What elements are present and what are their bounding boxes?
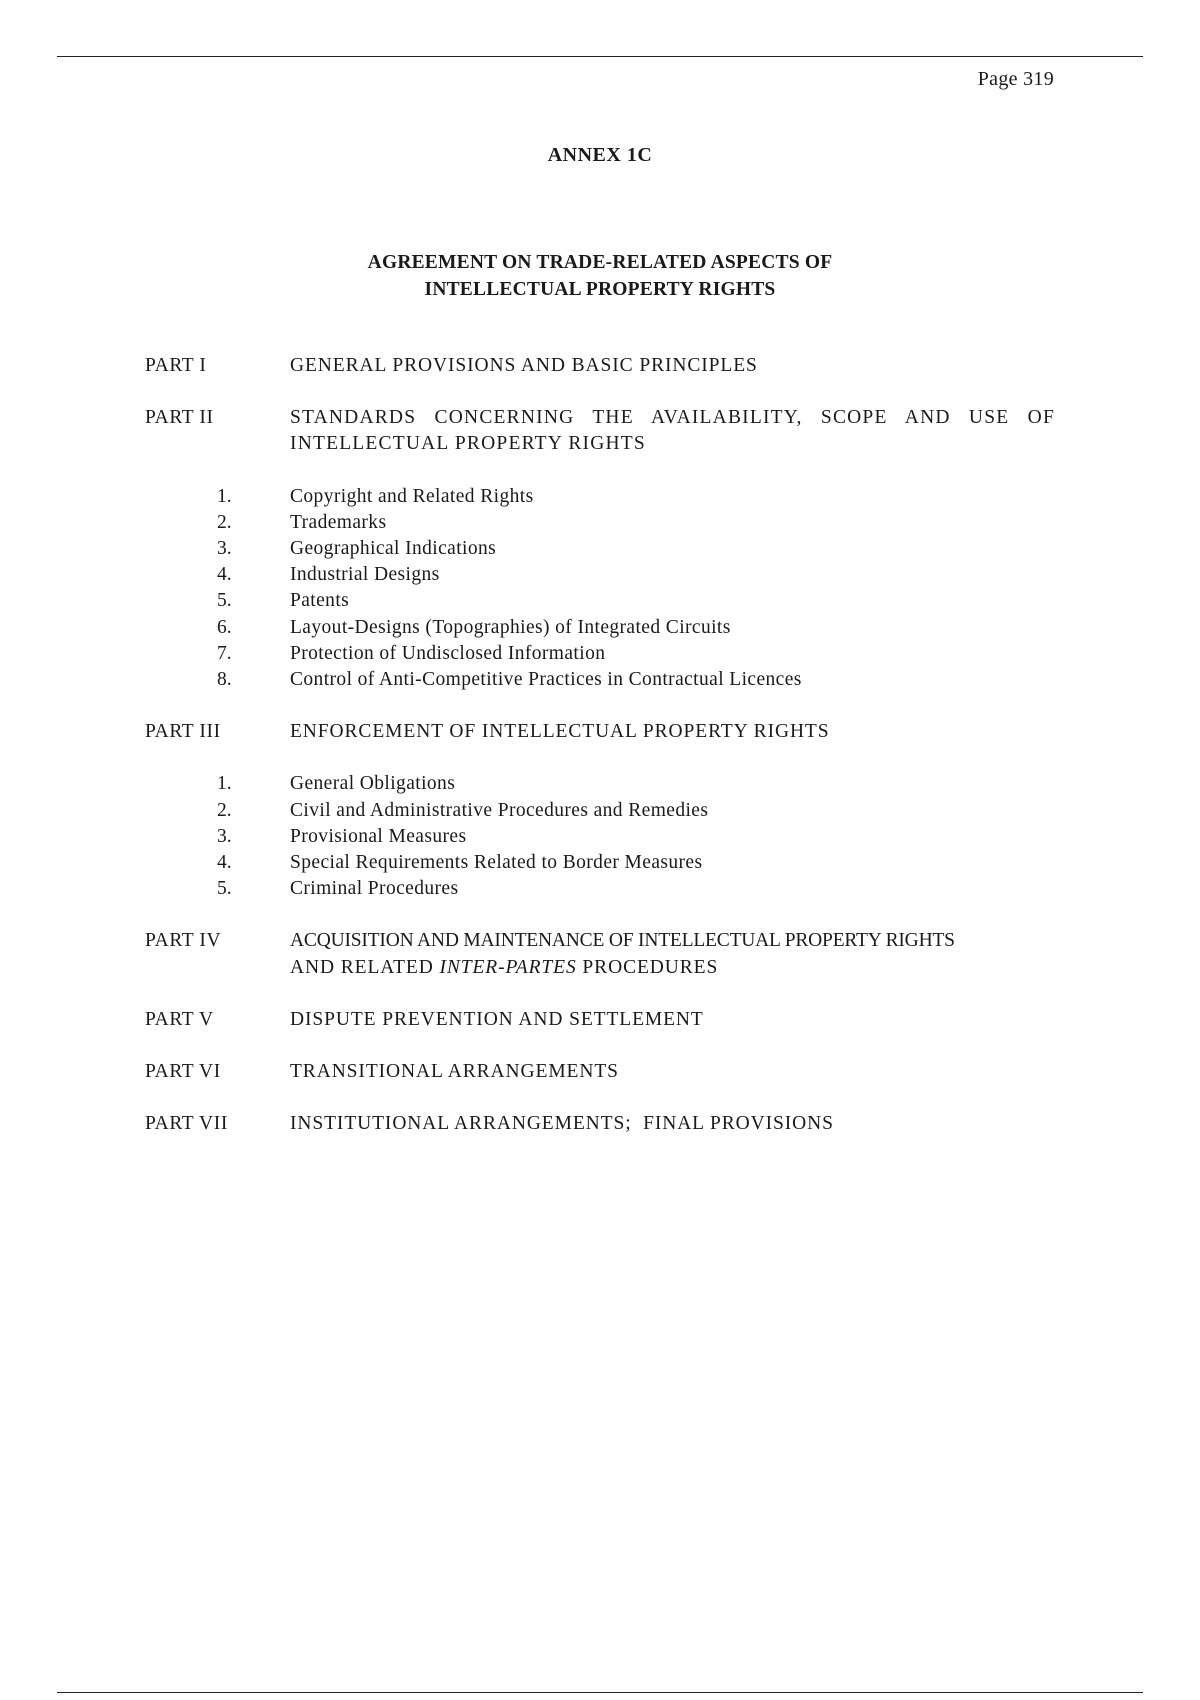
section-number: 7. xyxy=(217,642,232,664)
inter-partes-italic: INTER-PARTES xyxy=(439,956,577,978)
section-title: Patents xyxy=(290,590,350,612)
part-3 xyxy=(145,719,1055,745)
section-title: Trademarks xyxy=(290,511,387,533)
part-title-line-2-pre: AND RELATED xyxy=(290,956,440,978)
section-item xyxy=(145,615,1055,641)
section-item xyxy=(145,562,1055,588)
part-title: STANDARDS CONCERNING THE AVAILABILITY, SCOPE AND USE OF INTELLECTUAL PROPERTY RIGHTS xyxy=(290,407,1055,455)
section-number: 2. xyxy=(217,799,232,821)
part-title: DISPUTE PREVENTION AND SETTLEMENT xyxy=(290,1008,704,1030)
section-title: Special Requirements Related to Border Measures xyxy=(290,852,703,874)
section-title: Civil and Administrative Procedures and Remedies xyxy=(290,799,709,821)
section-number: 1. xyxy=(217,773,232,795)
part-title: INSTITUTIONAL ARRANGEMENTS; FINAL PROVISIONS xyxy=(290,1113,834,1135)
part-4 xyxy=(145,928,1055,980)
agreement-title-line-2: INTELLECTUAL PROPERTY RIGHTS xyxy=(424,279,776,300)
section-item xyxy=(145,798,1055,824)
part-2-sections xyxy=(145,484,1055,694)
agreement-title-line-1: AGREEMENT ON TRADE-RELATED ASPECTS OF xyxy=(367,252,833,273)
section-title: Copyright and Related Rights xyxy=(290,485,534,507)
part-7 xyxy=(145,1111,1055,1137)
section-title: General Obligations xyxy=(290,773,456,795)
section-title: Provisional Measures xyxy=(290,825,467,847)
agreement-title xyxy=(0,249,1200,303)
part-title: TRANSITIONAL ARRANGEMENTS xyxy=(290,1061,619,1083)
part-title: GENERAL PROVISIONS AND BASIC PRINCIPLES xyxy=(290,355,758,376)
part-label: PART IV xyxy=(145,930,222,952)
annex-heading: ANNEX 1C xyxy=(547,144,653,166)
section-item xyxy=(145,588,1055,614)
section-item xyxy=(145,641,1055,667)
part-title-line-2-post: PROCEDURES xyxy=(576,956,719,978)
part-title xyxy=(290,928,1055,980)
section-number: 1. xyxy=(217,485,232,507)
section-number: 3. xyxy=(217,538,232,560)
part-3-sections xyxy=(145,771,1055,902)
bottom-rule xyxy=(57,1692,1143,1693)
section-title: Geographical Indications xyxy=(290,538,497,560)
section-title: Protection of Undisclosed Information xyxy=(290,642,606,664)
section-item xyxy=(145,771,1055,797)
section-number: 4. xyxy=(217,564,232,586)
section-title: Criminal Procedures xyxy=(290,878,459,900)
part-label: PART I xyxy=(145,355,207,376)
section-item xyxy=(145,667,1055,693)
part-2 xyxy=(145,405,1055,457)
section-number: 2. xyxy=(217,511,232,533)
part-label: PART VI xyxy=(145,1061,221,1083)
part-label: PART III xyxy=(145,721,221,743)
section-number: 5. xyxy=(217,590,232,612)
section-title: Industrial Designs xyxy=(290,564,440,586)
part-title: ENFORCEMENT OF INTELLECTUAL PROPERTY RIGHTS xyxy=(290,721,830,743)
section-title: Layout-Designs (Topographies) of Integrated Circuits xyxy=(290,616,731,638)
section-title: Control of Anti-Competitive Practices in Contractual Licences xyxy=(290,669,802,691)
part-label: PART VII xyxy=(145,1113,228,1135)
page-number: Page 319 xyxy=(977,68,1054,90)
part-title-line-1: ACQUISITION AND MAINTENANCE OF INTELLECTUAL PROPERTY RIGHTS xyxy=(290,930,955,952)
section-number: 4. xyxy=(217,852,232,874)
part-title-line-2 xyxy=(290,955,1055,981)
section-item xyxy=(145,536,1055,562)
section-number: 5. xyxy=(217,878,232,900)
section-item xyxy=(145,850,1055,876)
section-number: 6. xyxy=(217,616,232,638)
part-label: PART V xyxy=(145,1008,214,1030)
section-number: 8. xyxy=(217,669,232,691)
top-rule xyxy=(57,56,1143,57)
section-item xyxy=(145,510,1055,536)
part-6 xyxy=(145,1059,1055,1085)
part-label: PART II xyxy=(145,407,214,429)
section-item xyxy=(145,824,1055,850)
part-1 xyxy=(145,353,1055,379)
table-of-contents xyxy=(145,353,1055,1163)
section-item xyxy=(145,876,1055,902)
section-item xyxy=(145,484,1055,510)
section-number: 3. xyxy=(217,825,232,847)
part-5 xyxy=(145,1007,1055,1033)
